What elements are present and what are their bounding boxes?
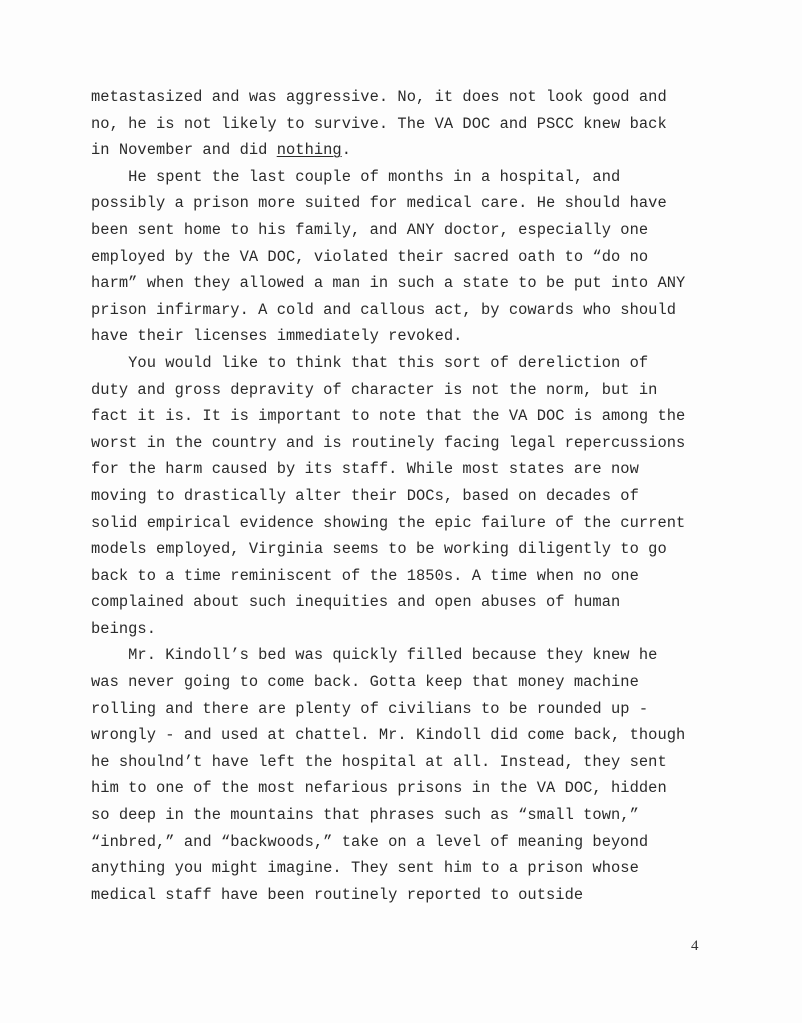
text-line: harm” when they allowed a man in such a state to be put into ANY — [91, 274, 686, 293]
text-line: moving to drastically alter their DOCs, based on decades of — [91, 486, 639, 505]
text-line: possibly a prison more suited for medical care. He should have — [91, 194, 667, 213]
text-line: “inbred,” and “backwoods,” take on a level of meaning beyond — [91, 832, 649, 851]
text-line: He spent the last couple of months in a hospital, and — [91, 167, 621, 186]
text-line: rolling and there are plenty of civilians to be rounded up - — [91, 699, 649, 718]
text-line: employed by the VA DOC, violated their sacred oath to “do no — [91, 247, 649, 266]
text-line: him to one of the most nefarious prisons in the VA DOC, hidden — [91, 779, 667, 798]
text-line: for the harm caused by its staff. While most states are now — [91, 460, 639, 479]
underlined-word: nothing — [276, 141, 342, 160]
text-line: so deep in the mountains that phrases such as “small town,” — [91, 806, 639, 825]
text-line: You would like to think that this sort of dereliction of — [91, 353, 649, 372]
body-text — [91, 84, 711, 908]
text-line: was never going to come back. Gotta keep that money machine — [91, 673, 639, 692]
text-line: metastasized and was aggressive. No, it does not look good and — [91, 88, 667, 106]
text-line: have their licenses immediately revoked. — [91, 327, 463, 346]
text-line: no, he is not likely to survive. The VA DOC and PSCC knew back — [91, 114, 667, 133]
text-line: duty and gross depravity of character is not the norm, but in — [91, 380, 658, 399]
page-number: 4 — [691, 938, 699, 954]
text-line — [91, 137, 711, 164]
text-line: wrongly - and used at chattel. Mr. Kindoll did come back, though — [91, 726, 686, 745]
text-line-end: . — [341, 141, 352, 160]
text-line: solid empirical evidence showing the epic failure of the current — [91, 513, 686, 532]
text-line: complained about such inequities and open abuses of human — [91, 593, 621, 612]
text-line: been sent home to his family, and ANY doctor, especially one — [91, 220, 649, 239]
text-line: models employed, Virginia seems to be working diligently to go — [91, 540, 667, 559]
text-line: medical staff have been routinely reported to outside — [91, 885, 584, 904]
text-line-start: in November and did — [91, 141, 277, 160]
text-line: beings. — [91, 619, 157, 638]
text-line: anything you might imagine. They sent him to a prison whose — [91, 859, 639, 878]
text-line: he shoulnd’t have left the hospital at all. Instead, they sent — [91, 752, 667, 771]
text-line: fact it is. It is important to note that the VA DOC is among the — [91, 407, 686, 426]
text-line: back to a time reminiscent of the 1850s. A time when no one — [91, 566, 639, 585]
text-line: worst in the country and is routinely facing legal repercussions — [91, 433, 686, 452]
text-line: Mr. Kindoll’s bed was quickly filled because they knew he — [91, 646, 658, 665]
text-line: prison infirmary. A cold and callous act, by cowards who should — [91, 300, 677, 319]
